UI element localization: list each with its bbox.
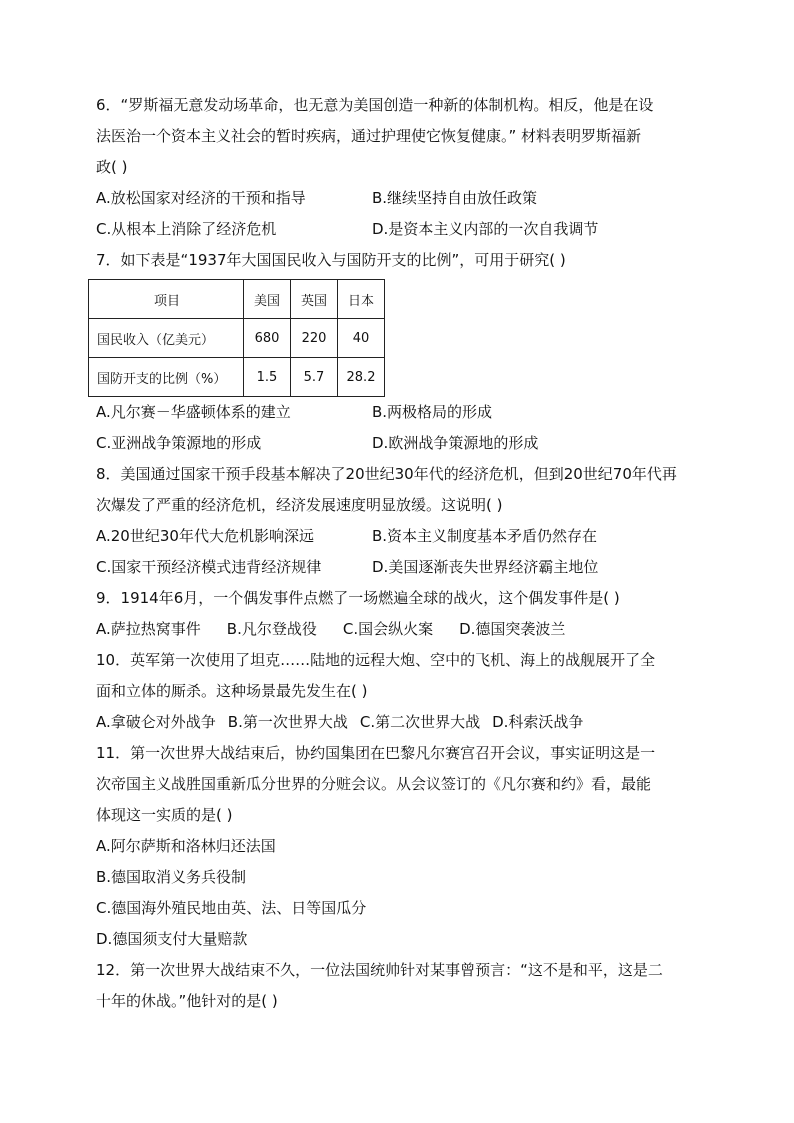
question-8-line-1: 8．美国通过国家干预手段基本解决了20世纪30年代的经济危机，但到20世纪70年代再 <box>96 465 677 483</box>
option-b: B.两极格局的形成 <box>372 403 493 421</box>
question-9-options <box>96 614 706 645</box>
option-a: A.拿破仑对外战争 <box>96 713 216 731</box>
option-b: B.资本主义制度基本矛盾仍然存在 <box>372 527 598 545</box>
question-8-line-2: 次爆发了严重的经济危机，经济发展速度明显放缓。这说明( ) <box>96 496 503 514</box>
question-12 <box>96 955 706 1017</box>
table-cell: 国民收入（亿美元） <box>89 319 244 358</box>
question-7-line-1: 7．如下表是“1937年大国国民收入与国防开支的比例”，可用于研究( ) <box>96 251 566 269</box>
table-header-japan: 日本 <box>338 280 385 319</box>
question-7-options-row-1 <box>96 397 706 428</box>
option-d: D.是资本主义内部的一次自我调节 <box>372 220 599 238</box>
question-10-options <box>96 707 706 738</box>
question-10 <box>96 645 706 738</box>
option-b: B.德国取消义务兵役制 <box>96 868 247 886</box>
table-row <box>89 358 385 397</box>
option-c: C.从根本上消除了经济危机 <box>96 220 277 238</box>
question-9 <box>96 583 706 645</box>
question-12-line-1: 12．第一次世界大战结束不久，一位法国统帅针对某事曾预言：“这不是和平，这是二 <box>96 961 663 979</box>
option-c: C.亚洲战争策源地的形成 <box>96 434 262 452</box>
option-a: A.放松国家对经济的干预和指导 <box>96 189 306 207</box>
question-9-line-1: 9．1914年6月，一个偶发事件点燃了一场燃遍全球的战火，这个偶发事件是( ) <box>96 589 620 607</box>
question-6-options-row-2 <box>96 214 706 245</box>
option-a: A.阿尔萨斯和洛林归还法国 <box>96 837 276 855</box>
table-cell: 40 <box>338 319 385 358</box>
question-6-options-row-1 <box>96 183 706 214</box>
table-cell: 1.5 <box>244 358 291 397</box>
option-c: C.国家干预经济模式违背经济规律 <box>96 558 322 576</box>
question-7 <box>96 245 706 459</box>
table-header-row <box>89 280 385 319</box>
question-11-line-3: 体现这一实质的是( ) <box>96 806 233 824</box>
question-6-line-3: 政( ) <box>96 158 128 176</box>
option-a: A.凡尔赛－华盛顿体系的建立 <box>96 403 291 421</box>
question-6-line-2: 法医治一个资本主义社会的暂时疾病，通过护理使它恢复健康。” 材料表明罗斯福新 <box>96 127 642 145</box>
option-d: D.德国突袭波兰 <box>459 620 566 638</box>
option-a: A.萨拉热窝事件 <box>96 620 201 638</box>
question-10-line-2: 面和立体的厮杀。这种场景最先发生在( ) <box>96 682 368 700</box>
question-12-line-2: 十年的休战。”他针对的是( ) <box>96 992 278 1010</box>
option-a: A.20世纪30年代大危机影响深远 <box>96 527 314 545</box>
option-b: B.继续坚持自由放任政策 <box>372 189 538 207</box>
question-8-options-row-1 <box>96 521 706 552</box>
option-d: D.欧洲战争策源地的形成 <box>372 434 539 452</box>
table-cell: 680 <box>244 319 291 358</box>
option-c: C.第二次世界大战 <box>359 713 481 731</box>
table-cell: 28.2 <box>338 358 385 397</box>
table-header-uk: 英国 <box>291 280 338 319</box>
question-7-options-row-2 <box>96 428 706 459</box>
question-8-options-row-2 <box>96 552 706 583</box>
question-11-line-1: 11．第一次世界大战结束后，协约国集团在巴黎凡尔赛宫召开会议，事实证明这是一 <box>96 744 656 762</box>
table-cell: 220 <box>291 319 338 358</box>
table-cell: 5.7 <box>291 358 338 397</box>
question-11 <box>96 738 706 955</box>
question-11-line-2: 次帝国主义战胜国重新瓜分世界的分赃会议。从会议签订的《凡尔赛和约》看，最能 <box>96 775 652 793</box>
option-c: C.国会纵火案 <box>342 620 434 638</box>
option-b: B.凡尔登战役 <box>226 620 317 638</box>
option-c: C.德国海外殖民地由英、法、日等国瓜分 <box>96 899 367 917</box>
option-b: B.第一次世界大战 <box>227 713 348 731</box>
question-6 <box>96 90 706 245</box>
question-page <box>96 90 706 1017</box>
option-d: D.科索沃战争 <box>492 713 584 731</box>
table-row <box>89 319 385 358</box>
option-d: D.德国须支付大量赔款 <box>96 930 248 948</box>
question-6-line-1: 6．“罗斯福无意发动场革命，也无意为美国创造一种新的体制机构。相反，他是在设 <box>96 96 654 114</box>
income-defense-table <box>88 279 385 397</box>
question-10-line-1: 10．英军第一次使用了坦克……陆地的远程大炮、空中的飞机、海上的战舰展开了全 <box>96 651 656 669</box>
table-header-item: 项目 <box>89 280 244 319</box>
table-cell: 国防开支的比例（%） <box>89 358 244 397</box>
question-8 <box>96 459 706 583</box>
option-d: D.美国逐渐丧失世界经济霸主地位 <box>372 558 599 576</box>
table-header-usa: 美国 <box>244 280 291 319</box>
